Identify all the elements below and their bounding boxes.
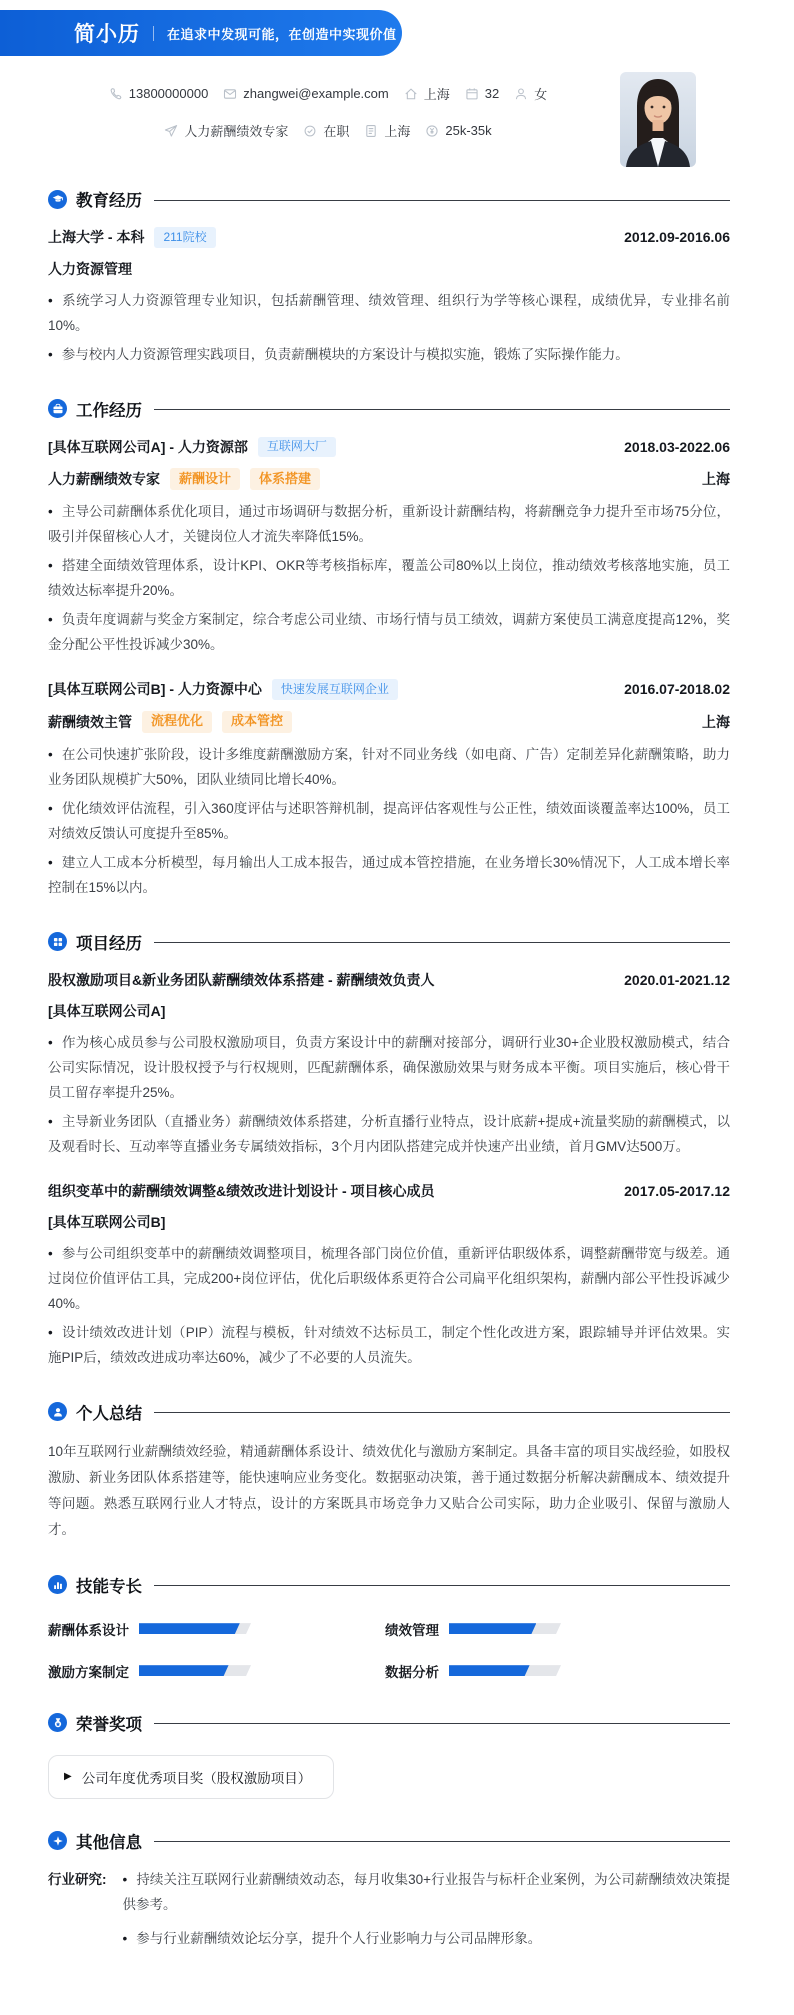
entry-head [48,437,730,458]
person-icon [514,87,528,101]
resume-sections [0,187,794,2015]
projects-entry [48,970,730,1159]
skill-name: 薪酬体系设计 [48,1622,129,1638]
mail-icon [223,87,237,101]
skill-bar-track [449,1623,561,1634]
grid-icon [48,932,67,951]
app-tagline: 在追求中发现可能，在创造中实现价值 [167,26,397,42]
contact-expected-position-value: 人力薪酬绩效专家 [184,124,289,139]
skill-name: 绩效管理 [385,1622,439,1638]
projects-entry [48,1181,730,1370]
section-education [48,187,730,367]
bullet-dot: • [122,1930,128,1946]
bullet-item: • 搭建全面绩效管理体系，设计KPI、OKR等考核指标库，覆盖公司80%以上岗位，推动绩效考核落地实施，员工绩效达标率提升20%。 [48,558,730,599]
contact-phone [109,86,209,101]
skill-bar-fill [139,1623,240,1634]
bullet-item: • 优化绩效评估流程，引入360度评估与述职答辩机制，提高评估客观性与公正性，绩效面谈覆盖率达100%，员工对绩效反馈认可度提升至85%。 [48,800,730,841]
tag-orange: 成本管控 [222,711,292,733]
section-header-projects [48,930,730,954]
user-circle-icon [48,1402,67,1421]
entry-title: [具体互联网公司B] - 人力资源中心 [48,681,262,698]
tag-orange: 薪酬设计 [170,468,240,490]
bullet-dot: • [48,1324,53,1340]
contact-city-value: 上海 [423,87,450,102]
bullet-list [48,499,730,657]
bullet-list [123,1867,731,1951]
contact-gender-value: 女 [534,87,548,102]
other-info-bullets [123,1867,731,1960]
section-title: 技能专长 [76,1577,142,1596]
skills-grid [48,1619,730,1681]
phone-icon [109,87,123,101]
entry-head [48,970,730,990]
bullet-item: • 系统学习人力资源管理专业知识，包括薪酬管理、绩效管理、组织行为学等核心课程，成绩优异，专业排名前10%。 [48,292,730,333]
section-title: 其他信息 [76,1833,142,1852]
skill-bar-fill [449,1623,536,1634]
status-icon [303,124,317,138]
bullet-item: • 作为核心成员参与公司股权激励项目，负责方案设计中的薪酬对接部分，调研行业30+企业股权激励模式，结合公司实际情况，设计股权授予与行权规则，匹配薪酬体系，确保激励效果与财务成本平衡。项目实施后，核心骨干员工留存率提升25%。 [48,1034,730,1100]
contact-location [364,121,410,140]
section-divider-line [154,1723,730,1724]
entry-head [48,679,730,700]
app-banner [0,10,402,56]
other-info-label: 行业研究: [48,1871,107,1887]
work-entry [48,679,730,899]
bullet-dot: • [48,800,53,816]
bar-chart-icon [48,1575,67,1594]
skill-bar-track [139,1665,251,1676]
contact-row-job [164,121,491,140]
bullet-dot: • [48,746,53,762]
sparkle-icon [48,1831,67,1850]
section-other [48,1829,730,1960]
contact-row-basic [109,84,547,103]
section-work [48,397,730,900]
entry-subtitle: 人力资源管理 [48,260,132,277]
skill-bar-fill [139,1665,229,1676]
skill-item [48,1619,385,1639]
banner-divider [153,26,154,41]
work-entry [48,437,730,657]
contact-phone-value: 13800000000 [128,86,209,101]
entry-date: 2018.03-2022.06 [624,438,730,455]
skill-bar-track [449,1665,561,1676]
section-divider-line [154,200,730,201]
entry-location: 上海 [702,713,730,730]
skill-item [385,1661,730,1681]
doc-icon [364,124,378,138]
entry-title: 股权激励项目&新业务团队薪酬绩效体系搭建 - 薪酬绩效负责人 [48,971,435,988]
tag-blue: 211院校 [154,227,215,248]
contact-job-status [303,121,349,140]
bullet-item: • 设计绩效改进计划（PIP）流程与模板，针对绩效不达标员工，制定个性化改进方案，跟踪辅导并评估效果。实施PIP后，绩效改进成功率达60%，减少了不必要的人员流失。 [48,1324,730,1365]
section-header-skills [48,1573,730,1597]
profile-photo [620,72,696,167]
tag-blue: 快速发展互联网企业 [272,679,398,700]
bullet-dot: • [48,346,53,362]
skill-item [385,1619,730,1639]
section-divider-line [154,1841,730,1842]
entry-date: 2012.09-2016.06 [624,229,730,246]
bullet-item: • 负责年度调薪与奖金方案制定，综合考虑公司业绩、市场行情与员工绩效，调薪方案使员工满意度提高12%，奖金分配公平性投诉减少30%。 [48,612,730,653]
entry-subtitle-row [48,468,730,490]
section-honors [48,1711,730,1799]
briefcase-icon [48,399,67,418]
entry-subtitle-row [48,711,730,733]
contact-expected-position [164,121,288,140]
tag-orange: 流程优化 [142,711,212,733]
section-title: 教育经历 [76,192,142,210]
bullet-item: • 建立人工成本分析模型，每月输出人工成本报告，通过成本管控措施，在业务增长30%情况下，人工成本增长率控制在15%以内。 [48,854,730,895]
other-info-row [48,1867,730,1960]
bullet-dot: • [48,1034,53,1050]
expand-arrow-icon: ▶ [64,1771,72,1783]
bullet-list [48,288,730,367]
bullet-dot: • [48,504,53,520]
bullet-list [48,742,730,900]
bullet-dot: • [48,292,53,308]
bullet-item: • 参与公司组织变革中的薪酬绩效调整项目，梳理各部门岗位价值，重新评估职级体系，调整薪酬带宽与级差。通过岗位价值评估工具，完成200+岗位评估，优化后职级体系更符合公司扁平化组织架构，薪酬内部公平性投诉减少40%。 [48,1245,730,1311]
contact-rows [48,72,608,167]
section-summary [48,1400,730,1543]
section-header-education [48,187,730,211]
entry-title: [具体互联网公司A] - 人力资源部 [48,438,248,455]
bullet-list [48,1030,730,1159]
medal-icon [48,1713,67,1732]
entry-subtitle: [具体互联网公司B] [48,1213,166,1230]
contact-age [465,86,499,101]
entry-head [48,1181,730,1201]
avatar-illustration [620,72,696,167]
skill-name: 激励方案制定 [48,1664,129,1680]
contact-email-value: zhangwei@example.com [243,86,389,101]
bullet-item: • 持续关注互联网行业薪酬绩效动态，每月收集30+行业报告与标杆企业案例，为公司薪酬绩效决策提供参考。 [122,1871,730,1912]
section-title: 个人总结 [76,1404,142,1423]
graduation-cap-icon [48,190,67,209]
bullet-dot: • [48,1245,53,1261]
entry-subtitle-row [48,259,730,279]
money-icon [425,124,439,138]
contact-gender [514,84,547,103]
calendar-icon [465,87,479,101]
section-title: 工作经历 [76,401,142,420]
bullet-dot: • [48,612,53,628]
contact-salary-value: 25k-35k [445,123,492,138]
skill-bar-fill [449,1665,530,1676]
bullet-dot: • [48,854,53,870]
bullet-dot: • [48,1113,53,1129]
send-icon [164,124,178,138]
bullet-dot: • [122,1871,128,1887]
entry-head [48,227,730,248]
skill-bar-track [139,1623,251,1634]
contact-city [404,84,450,103]
skill-item [48,1661,385,1681]
entry-subtitle: [具体互联网公司A] [48,1002,166,1019]
section-header-honors [48,1711,730,1735]
contact-location-value: 上海 [384,124,411,139]
entry-location: 上海 [702,471,730,488]
entry-subtitle-row [48,1001,730,1021]
contact-email [223,86,388,101]
bullet-list [48,1241,730,1370]
bullet-item: • 参与行业薪酬绩效论坛分享，提升个人行业影响力与公司品牌形象。 [122,1930,542,1946]
section-divider-line [154,942,730,943]
entry-date: 2016.07-2018.02 [624,681,730,698]
entry-title: 组织变革中的薪酬绩效调整&绩效改进计划设计 - 项目核心成员 [48,1182,435,1199]
bullet-dot: • [48,558,53,574]
home-icon [404,87,418,101]
section-skills [48,1573,730,1681]
contact-salary [425,123,491,138]
entry-date: 2020.01-2021.12 [624,971,730,988]
resume-page [0,10,794,2015]
bullet-item: • 主导新业务团队（直播业务）薪酬绩效体系搭建，分析直播行业特点，设计底薪+提成+流量奖励的薪酬模式，以及观看时长、互动率等直播业务专属绩效指标，3个月内团队搭建完成并快速产出业绩，首月GMV达500万。 [48,1113,730,1154]
entry-subtitle: 人力薪酬绩效专家 [48,471,160,488]
entry-subtitle: 薪酬绩效主管 [48,713,132,730]
honor-text: 公司年度优秀项目奖（股权激励项目） [81,1770,312,1786]
education-entry [48,227,730,367]
summary-paragraph: 10年互联网行业薪酬绩效经验，精通薪酬体系设计、绩效优化与激励方案制定。具备丰富的项目实战经验，如股权激励、新业务团队体系搭建等，能快速响应业务变化。数据驱动决策，善于通过数据分析解决薪酬成本、绩效提升等问题。熟悉互联网行业人才特点，设计的方案既具市场竞争力又贴合公司实际，助力企业吸引、保留与激励人才。 [48,1443,730,1537]
section-header-work [48,397,730,421]
honor-item[interactable] [48,1755,334,1799]
entry-date: 2017.05-2017.12 [624,1182,730,1199]
section-header-other [48,1829,730,1853]
section-projects [48,930,730,1370]
section-header-summary [48,1400,730,1424]
section-divider-line [154,1585,730,1586]
tag-blue: 互联网大厂 [258,437,336,458]
app-logo: 简小历 [74,23,140,46]
bullet-item: • 主导公司薪酬体系优化项目，通过市场调研与数据分析，重新设计薪酬结构，将薪酬竞争力提升至市场75分位，吸引并保留核心人才，关键岗位人才流失率降低15%。 [48,504,730,545]
section-title: 项目经历 [76,934,142,953]
contact-area [0,56,794,167]
entry-subtitle-row [48,1212,730,1232]
section-divider-line [154,1412,730,1413]
skill-name: 数据分析 [385,1664,439,1680]
contact-job-status-value: 在职 [323,124,350,139]
bullet-item: • 在公司快速扩张阶段，设计多维度薪酬激励方案，针对不同业务线（如电商、广告）定制差异化薪酬策略，助力业务团队规模扩大50%，团队业绩同比增长40%。 [48,746,730,787]
entry-title: 上海大学 - 本科 [48,229,145,246]
tag-orange: 体系搭建 [250,468,320,490]
contact-age-value: 32 [484,86,500,101]
bullet-item: • 参与校内人力资源管理实践项目，负责薪酬模块的方案设计与模拟实施，锻炼了实际操作能力。 [48,346,629,362]
section-title: 荣誉奖项 [76,1715,142,1734]
section-divider-line [154,409,730,410]
